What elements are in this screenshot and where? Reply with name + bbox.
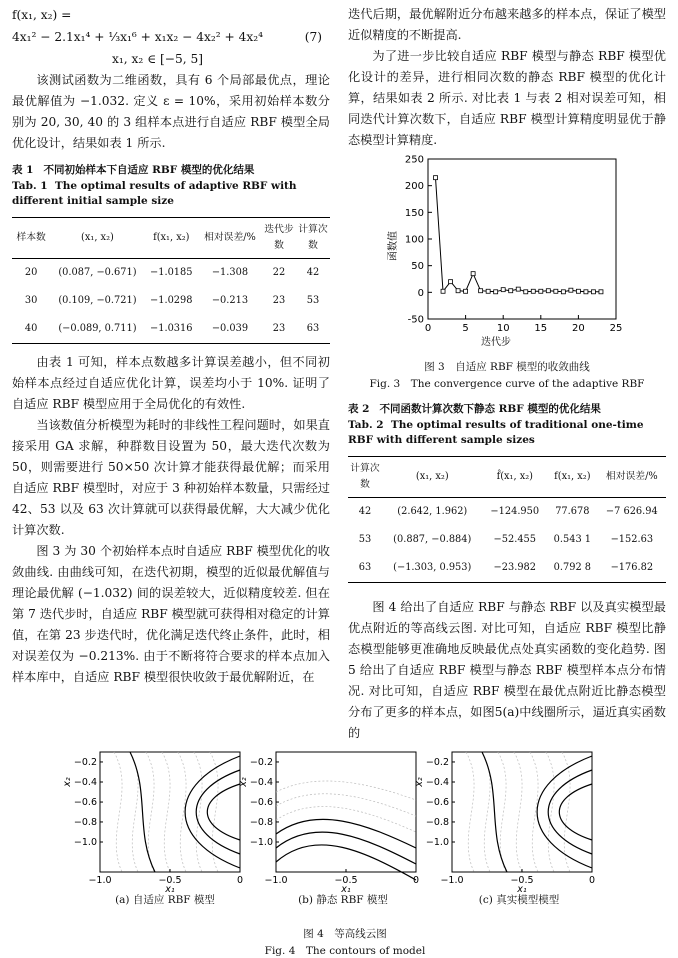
y-tick-label: 250 [404, 154, 424, 166]
table-row [12, 259, 330, 288]
table-1 [12, 217, 330, 344]
equation-domain: x₁, x₂ ∈ [−5, 5] [112, 52, 204, 66]
table-cell: 20 [24, 267, 38, 278]
chart-y-label: 函数值 [388, 231, 399, 261]
table-cell: −1.308 [211, 267, 249, 278]
contour-panel [238, 752, 419, 895]
y-axis-label: x₂ [238, 777, 249, 787]
data-point [584, 290, 588, 294]
equation-body: 4x₁² − 2.1x₁⁴ + ⅓x₁⁶ + x₁x₂ − 4x₂² + 4x₂⁴ [12, 30, 263, 44]
y-tick-label: −1.0 [73, 837, 97, 848]
data-point [456, 289, 460, 293]
paragraph: 图 4 给出了自适应 RBF 与静态 RBF 以及真实模型最优点附近的等高线云图. 对比可知，自适应 RBF 模型比静态模型能够更准确地反映最优点处真实函数的变化趋势. 图 5 给出了自适应 RBF 模型与静态 RBF 模型样本点分布情况. 对比可知，自适应 RBF 模型在最优点附近比静态模型分布了更多的样本点，如图5(a)中线圈所示，逼近真实函数的 [348, 600, 666, 740]
table-cell: (−1.303, 0.953) [393, 562, 472, 573]
y-tick-label: −1.0 [425, 837, 449, 848]
table-cell: 30 [24, 295, 38, 306]
table-cell: 63 [358, 562, 372, 573]
figure3-caption-cn: 图 3 自适应 RBF 模型的收敛曲线 [424, 361, 590, 373]
table1-header: (x₁, x₂) [81, 232, 114, 243]
equation-line-2 [12, 26, 330, 48]
y-tick-label: 50 [411, 261, 424, 273]
y-tick-label: −0.8 [425, 816, 449, 828]
data-point [591, 290, 595, 294]
data-point [471, 272, 475, 276]
table1-title: 不同初始样本下自适应 RBF 模型的优化结果 [43, 164, 255, 176]
data-point [561, 290, 565, 294]
left-column [12, 4, 330, 688]
x-tick-label: 20 [572, 323, 585, 334]
x-tick-label: 0 [412, 875, 420, 886]
table2-header: 相对误差/% [605, 471, 658, 482]
x-axis-label: x₁ [517, 884, 527, 895]
data-point [546, 289, 550, 293]
equation-number: (7) [304, 30, 322, 44]
y-tick-label: −0.6 [73, 797, 97, 809]
data-point [531, 289, 535, 293]
convergence-chart [348, 151, 666, 351]
table-cell: 0.792 8 [553, 562, 592, 573]
paragraph: 迭代后期，最优解附近分布越来越多的样本点，保证了模型近似精度的不断提高. [348, 7, 666, 42]
table-row [12, 287, 330, 315]
table-cell: (2.642, 1.962) [397, 506, 468, 517]
table1-header: f(x₁, x₂) [153, 232, 190, 243]
y-tick-label: −0.8 [73, 816, 97, 828]
table2-label: 表 2 [348, 403, 370, 415]
table-cell: 42 [358, 506, 372, 517]
y-tick-label: −0.2 [425, 756, 449, 768]
x-tick-label: −0.5 [510, 875, 534, 886]
y-tick-label: −0.4 [425, 777, 449, 788]
table1-label-en: Tab. 1 [12, 180, 48, 192]
figure3-caption-en: Fig. 3 The convergence curve of the adaptive RBF [369, 378, 645, 390]
table-cell: −1.0316 [150, 323, 193, 334]
table2-title: 不同函数计算次数下静态 RBF 模型的优化结果 [379, 403, 601, 415]
table1-header: 计算次数 [298, 224, 328, 251]
table1-header: 迭代步数 [264, 224, 294, 251]
table2-label-en: Tab. 2 [348, 419, 384, 431]
table1-header: 相对误差/% [204, 232, 256, 243]
x-tick-label: 0 [424, 323, 432, 334]
x-tick-label: 0 [236, 875, 244, 886]
table-cell: −124.950 [490, 506, 540, 517]
y-tick-label: −0.4 [249, 777, 273, 788]
y-tick-label: 100 [404, 234, 424, 246]
x-tick-label: 15 [534, 323, 548, 334]
panel-labels [60, 892, 630, 908]
table1-caption-en [12, 179, 330, 209]
panel-label-a: (a) 自适应 RBF 模型 [115, 894, 215, 906]
table-cell: 42 [306, 267, 320, 278]
data-point [599, 290, 603, 294]
table-cell: 22 [272, 267, 286, 278]
figure4-caption-cn: 图 4 等高线云图 [303, 928, 387, 940]
table-cell: −23.982 [493, 562, 537, 573]
table-cell: −7 626.94 [605, 506, 658, 517]
table-cell: 53 [358, 534, 372, 545]
data-point [486, 289, 490, 293]
table2-header: f(x₁, x₂) [554, 471, 591, 482]
x-tick-label: −1.0 [88, 875, 112, 886]
x-tick-label: −1.0 [264, 875, 288, 886]
table-cell: 23 [272, 295, 286, 306]
y-tick-label: −0.8 [249, 816, 273, 828]
paragraph: 图 3 为 30 个初始样本点时自适应 RBF 模型优化的收敛曲线. 由曲线可知，在迭代初期，模型的近似最优解值与理论最优解 (−1.032) 间的误差较大，近似精度较差. 但在第 7 迭代步时，自适应 RBF 模型就可获得相对稳定的计算值，在第 23 步迭代时，优化满足迭代终止条件，此时，相对误差仅为 −0.213%. 由于不断将符合要求的样本点加入样本库中，自适应 RBF 模型很快收敛于最优解附近，在 [12, 544, 330, 684]
table-row [348, 498, 666, 527]
y-tick-label: 0 [417, 287, 424, 299]
table2-caption-en [348, 418, 666, 448]
contour-panels [60, 748, 630, 895]
series-line [436, 178, 602, 292]
table1-caption-cn [12, 162, 330, 177]
panel-label-b: (b) 静态 RBF 模型 [298, 894, 388, 906]
panel-frame [452, 752, 592, 872]
paragraph: 当该数值分析模型为耗时的非线性工程问题时，如果直接采用 GA 求解，种群数目设置为 50，最大迭代次数为 50，则需要进行 50×50 次计算才能获得最优解；而采用自适应 RBF 模型时，对应于 3 种初始样本数量，只需经过 42、53 以及 63 次计算就可以获得最优解，大大减少优化计算次数. [12, 418, 330, 537]
plot-frame [428, 159, 616, 319]
y-tick-label: −1.0 [249, 837, 273, 848]
y-tick-label: −0.6 [425, 797, 449, 809]
data-point [441, 289, 445, 293]
contour-panel [62, 752, 243, 895]
table-row [348, 554, 666, 583]
x-tick-label: −0.5 [334, 875, 358, 886]
table-row [12, 315, 330, 344]
figure4 [60, 748, 630, 958]
y-tick-label: −0.2 [73, 756, 97, 768]
table-cell: (−0.089, 0.711) [58, 323, 137, 334]
table-cell: −152.63 [610, 534, 654, 545]
panel-frame [100, 752, 240, 872]
y-axis-label: x₂ [414, 777, 425, 787]
table-cell: 23 [272, 323, 286, 334]
table-cell: −0.213 [211, 295, 249, 306]
data-point [554, 289, 558, 293]
equation-line-1: f(x₁, x₂) = [12, 8, 72, 22]
chart-plot [434, 176, 603, 294]
data-point [524, 290, 528, 294]
table-cell: −1.0298 [150, 295, 193, 306]
x-tick-label: 10 [496, 323, 510, 334]
table1-title-en: The optimal results of adaptive RBF with different initial sample size [12, 180, 297, 207]
table-cell: −52.455 [493, 534, 537, 545]
data-point [516, 287, 520, 291]
table-cell: 63 [306, 323, 320, 334]
chart-axes [405, 155, 622, 335]
data-point [479, 289, 483, 293]
y-tick-label: -50 [407, 314, 424, 326]
paragraph: 为了进一步比较自适应 RBF 模型与静态 RBF 模型优化设计的差异，进行相同次数的静态 RBF 模型的优化计算，结果如表 2 所示. 对比表 1 与表 2 相对误差可知，相同迭代计算次数下，自适应 RBF 模型计算精度明显优于静态模型计算精度. [348, 49, 666, 147]
table-cell: −0.039 [211, 323, 249, 334]
x-axis-label: x₁ [341, 884, 351, 895]
table-cell: 40 [24, 323, 38, 334]
y-axis-label: x₂ [62, 777, 73, 787]
table-cell: 0.543 1 [553, 534, 592, 545]
data-point [576, 289, 580, 293]
table2-title-en: The optimal results of traditional one-time RBF with different sample sizes [348, 419, 644, 446]
x-tick-label: −1.0 [440, 875, 464, 886]
table2-header: 计算次数 [350, 463, 380, 490]
x-tick-label: 25 [609, 323, 623, 334]
data-point [509, 289, 513, 293]
table2-header: (x₁, x₂) [415, 471, 449, 482]
table1-label: 表 1 [12, 164, 34, 176]
y-tick-label: 150 [404, 207, 424, 219]
table-cell: (0.109, −0.721) [58, 295, 137, 306]
x-axis-label: x₁ [165, 884, 175, 895]
x-tick-label: −0.5 [158, 875, 182, 886]
figure4-caption-en: Fig. 4 The contours of model [264, 945, 426, 957]
table-cell: (0.087, −0.671) [58, 267, 137, 278]
y-tick-label: −0.6 [249, 797, 273, 809]
table-2 [348, 456, 666, 583]
y-tick-label: −0.4 [73, 777, 97, 788]
x-tick-label: 0 [588, 875, 596, 886]
data-point [494, 290, 498, 294]
table2-caption-cn [348, 401, 666, 416]
data-point [464, 289, 468, 293]
panel-label-c: (c) 真实模型模型 [478, 894, 560, 906]
data-point [569, 288, 573, 292]
data-point [501, 288, 505, 292]
table-cell: (0.887, −0.884) [393, 534, 472, 545]
table1-header: 样本数 [16, 232, 46, 243]
paragraph: 该测试函数为二维函数，具有 6 个局部最优点，理论最优解值为 −1.032. 定义 ε = 10%，采用初始样本数分别为 20, 30, 40 的 3 组样本点进行自适应 RBF 模型全局优化设计，结果如表 1 所示. [12, 73, 330, 150]
y-tick-label: 200 [404, 181, 424, 193]
table1-header-row [12, 218, 330, 259]
table-cell: −176.82 [610, 562, 654, 573]
table-row [348, 526, 666, 554]
right-column [348, 4, 666, 744]
table-cell: 53 [306, 295, 320, 306]
data-point [449, 280, 453, 284]
chart-x-label: 迭代步 [481, 337, 511, 348]
contour-panel [414, 752, 595, 895]
paragraph: 由表 1 可知，样本点数越多计算误差越小，但不同初始样本点经过自适应优化计算，误差均小于 10%. 证明了自适应 RBF 模型应用于全局优化的有效性. [12, 355, 330, 411]
data-point [539, 289, 543, 293]
table-cell: −1.0185 [150, 267, 193, 278]
x-tick-label: 5 [462, 323, 469, 334]
table2-header: f̂(x₁, x₂) [496, 471, 533, 482]
table2-header-row [348, 457, 666, 498]
y-tick-label: −0.2 [249, 756, 273, 768]
table-cell: 77.678 [555, 506, 590, 517]
data-point [434, 176, 438, 180]
